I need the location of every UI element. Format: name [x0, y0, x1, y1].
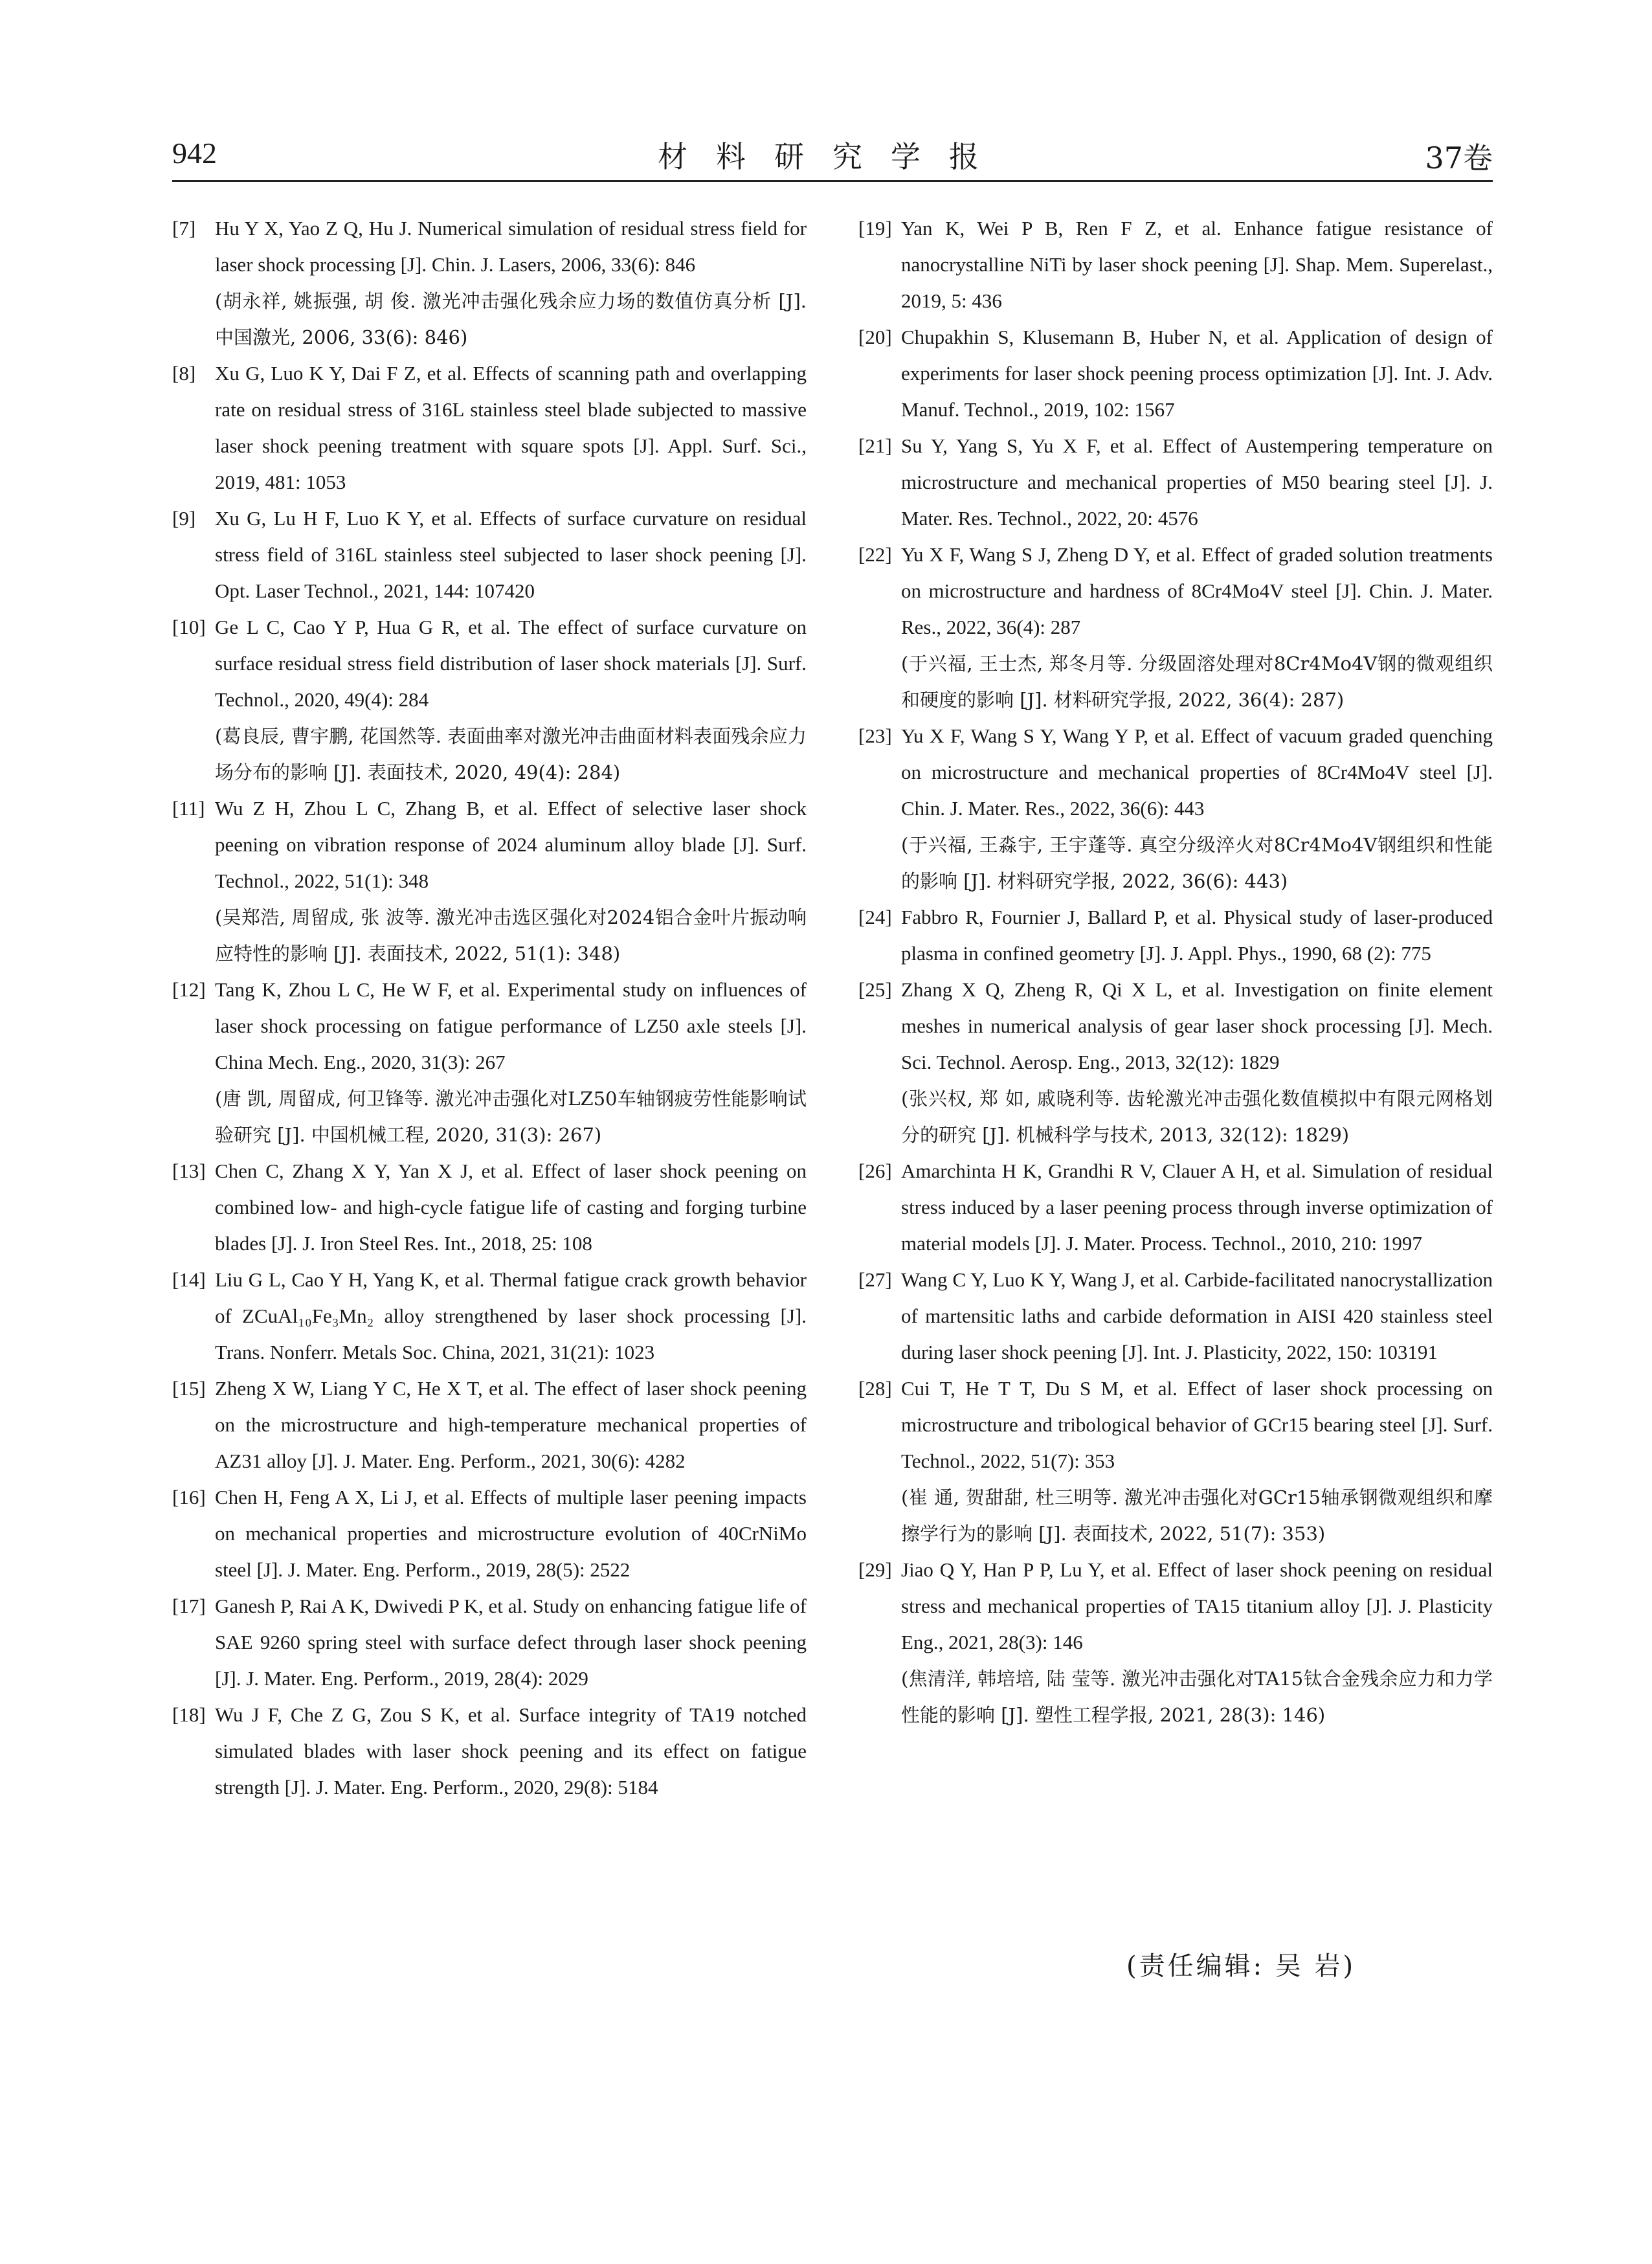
reference-text: Su Y, Yang S, Yu X F, et al. Effect of Austempering temperature on microstructure and mechanical properties of M50 bearing steel [J]. J. Mater. Res. Technol., 2022, 20: 4576 — [901, 434, 1493, 530]
reference-text-chinese: (焦清洋, 韩培培, 陆 莹等. 激光冲击强化对TA15钛合金残余应力和力学性能的影响 [J]. 塑性工程学报, 2021, 28(3): 146) — [901, 1668, 1493, 1726]
reference-text-chinese: (于兴福, 王淼宇, 王宇蓬等. 真空分级淬火对8Cr4Mo4V钢组织和性能的影响 [J]. 材料研究学报, 2022, 36(6): 443) — [901, 834, 1493, 892]
reference-item — [172, 355, 807, 500]
reference-item — [172, 609, 807, 790]
reference-number: [21] — [858, 434, 892, 457]
reference-text: Chen H, Feng A X, Li J, et al. Effects of multiple laser peening impacts on mechanical properties and microstructure evolution of 40CrNiMo steel [J]. J. Mater. Eng. Perform., 2019, 28(5): 2522 — [215, 1486, 807, 1581]
reference-item — [858, 428, 1493, 537]
reference-number: [7] — [172, 217, 196, 240]
reference-text: Ganesh P, Rai A K, Dwivedi P K, et al. Study on enhancing fatigue life of SAE 9260 spring steel with surface defect through laser shock peening [J]. J. Mater. Eng. Perform., 2019, 28(4): 2029 — [215, 1595, 807, 1690]
reference-number: [22] — [858, 543, 892, 566]
reference-text: Cui T, He T T, Du S M, et al. Effect of laser shock processing on microstructure and tribological behavior of GCr15 bearing steel [J]. Surf. Technol., 2022, 51(7): 353 — [901, 1377, 1493, 1472]
reference-text: Yu X F, Wang S J, Zheng D Y, et al. Effect of graded solution treatments on microstructure and hardness of 8Cr4Mo4V steel [J]. Chin. J. Mater. Res., 2022, 36(4): 287 — [901, 543, 1493, 638]
reference-item — [172, 500, 807, 609]
reference-item — [172, 972, 807, 1153]
responsible-editor: (责任编辑: 吴 岩) — [1126, 1951, 1356, 1981]
reference-text: Yan K, Wei P B, Ren F Z, et al. Enhance fatigue resistance of nanocrystalline NiTi by laser shock peening [J]. Shap. Mem. Superelast., 2019, 5: 436 — [901, 217, 1493, 312]
references-left-column — [172, 210, 807, 1806]
reference-text-chinese: (唐 凯, 周留成, 何卫锋等. 激光冲击强化对LZ50车轴钢疲劳性能影响试验研究 [J]. 中国机械工程, 2020, 31(3): 267) — [215, 1088, 807, 1146]
reference-text: Tang K, Zhou L C, He W F, et al. Experimental study on influences of laser shock processing on fatigue performance of LZ50 axle steels [J]. China Mech. Eng., 2020, 31(3): 267 — [215, 978, 807, 1073]
reference-number: [25] — [858, 978, 892, 1001]
reference-number: [19] — [858, 217, 892, 240]
reference-text-chinese: (于兴福, 王士杰, 郑冬月等. 分级固溶处理对8Cr4Mo4V钢的微观组织和硬度的影响 [J]. 材料研究学报, 2022, 36(4): 287) — [901, 653, 1493, 711]
reference-item — [858, 537, 1493, 718]
reference-text: Chen C, Zhang X Y, Yan X J, et al. Effect of laser shock peening on combined low- and high-cycle fatigue life of casting and forging turbine blades [J]. J. Iron Steel Res. Int., 2018, 25: 108 — [215, 1160, 807, 1255]
reference-item — [858, 972, 1493, 1153]
reference-text: Zheng X W, Liang Y C, He X T, et al. The effect of laser shock peening on the microstructure and high-temperature mechanical properties of AZ31 alloy [J]. J. Mater. Eng. Perform., 2021, 30(6): 4282 — [215, 1377, 807, 1472]
reference-number: [12] — [172, 978, 206, 1001]
reference-number: [29] — [858, 1558, 892, 1581]
volume-label — [1425, 135, 1493, 177]
reference-number: [24] — [858, 906, 892, 928]
reference-text: Wu J F, Che Z G, Zou S K, et al. Surface integrity of TA19 notched simulated blades with laser shock peening and its effect on fatigue strength [J]. J. Mater. Eng. Perform., 2020, 29(8): 5184 — [215, 1703, 807, 1799]
reference-text-chinese: (张兴权, 郑 如, 戚晓利等. 齿轮激光冲击强化数值模拟中有限元网格划分的研究 [J]. 机械科学与技术, 2013, 32(12): 1829) — [901, 1088, 1493, 1146]
reference-item — [858, 1552, 1493, 1733]
reference-item — [172, 790, 807, 972]
reference-number: [20] — [858, 326, 892, 348]
reference-number: [27] — [858, 1268, 892, 1291]
reference-text: Amarchinta H K, Grandhi R V, Clauer A H, et al. Simulation of residual stress induced by a laser peening process through inverse optimization of material models [J]. J. Mater. Process. Technol., 2010, 210: 1997 — [901, 1160, 1493, 1255]
reference-item — [858, 1371, 1493, 1552]
reference-text: Yu X F, Wang S Y, Wang Y P, et al. Effect of vacuum graded quenching on microstructure and mechanical properties of 8Cr4Mo4V steel [J]. Chin. J. Mater. Res., 2022, 36(6): 443 — [901, 724, 1493, 820]
reference-number: [17] — [172, 1595, 206, 1617]
reference-text: Wang C Y, Luo K Y, Wang J, et al. Carbide-facilitated nanocrystallization of martensitic laths and carbide deformation in AISI 420 stainless steel during laser shock peening [J]. Int. J. Plasticity, 2022, 150: 103191 — [901, 1268, 1493, 1363]
reference-number: [11] — [172, 797, 205, 820]
reference-text: Jiao Q Y, Han P P, Lu Y, et al. Effect of laser shock peening on residual stress and mechanical properties of TA15 titanium alloy [J]. J. Plasticity Eng., 2021, 28(3): 146 — [901, 1558, 1493, 1653]
reference-number: [28] — [858, 1377, 892, 1400]
reference-number: [14] — [172, 1268, 206, 1291]
reference-text: Xu G, Luo K Y, Dai F Z, et al. Effects of scanning path and overlapping rate on residual stress of 316L stainless steel blade subjected to massive laser shock peening treatment with square spots [J]. Appl. Surf. Sci., 2019, 481: 1053 — [215, 362, 807, 493]
reference-item — [858, 1262, 1493, 1371]
reference-number: [15] — [172, 1377, 206, 1400]
reference-text: Chupakhin S, Klusemann B, Huber N, et al. Application of design of experiments for laser shock peening process optimization [J]. Int. J. Adv. Manuf. Technol., 2019, 102: 1567 — [901, 326, 1493, 421]
reference-text-chinese: (崔 通, 贺甜甜, 杜三明等. 激光冲击强化对GCr15轴承钢微观组织和摩擦学行为的影响 [J]. 表面技术, 2022, 51(7): 353) — [901, 1486, 1493, 1545]
reference-item — [172, 1697, 807, 1806]
reference-number: [16] — [172, 1486, 206, 1508]
volume-text: 37卷 — [1425, 140, 1493, 175]
reference-number: [26] — [858, 1160, 892, 1182]
reference-item — [858, 210, 1493, 319]
reference-number: [18] — [172, 1703, 206, 1726]
reference-text: Liu G L, Cao Y H, Yang K, et al. Thermal fatigue crack growth behavior of ZCuAl₁₀Fe₃Mn₂ alloy strengthened by laser shock processing [J]. Trans. Nonferr. Metals Soc. China, 2021, 31(21): 1023 — [215, 1268, 807, 1363]
header-rule — [172, 180, 1493, 182]
reference-text-chinese: (葛良辰, 曹宇鹏, 花国然等. 表面曲率对激光冲击曲面材料表面残余应力场分布的影响 [J]. 表面技术, 2020, 49(4): 284) — [215, 725, 807, 783]
reference-text: Fabbro R, Fournier J, Ballard P, et al. Physical study of laser-produced plasma in confined geometry [J]. J. Appl. Phys., 1990, 68 (2): 775 — [901, 906, 1493, 965]
reference-text: Hu Y X, Yao Z Q, Hu J. Numerical simulation of residual stress field for laser shock processing [J]. Chin. J. Lasers, 2006, 33(6): 846 — [215, 217, 807, 276]
reference-item — [858, 899, 1493, 972]
reference-number: [8] — [172, 362, 196, 385]
reference-item — [172, 1371, 807, 1479]
reference-number: [13] — [172, 1160, 206, 1182]
reference-text-chinese: (胡永祥, 姚振强, 胡 俊. 激光冲击强化残余应力场的数值仿真分析 [J]. 中国激光, 2006, 33(6): 846) — [215, 290, 807, 348]
reference-text: Zhang X Q, Zheng R, Qi X L, et al. Investigation on finite element meshes in numerical analysis of gear laser shock processing [J]. Mech. Sci. Technol. Aerosp. Eng., 2013, 32(12): 1829 — [901, 978, 1493, 1073]
reference-text: Xu G, Lu H F, Luo K Y, et al. Effects of surface curvature on residual stress field of 316L stainless steel subjected to laser shock peening [J]. Opt. Laser Technol., 2021, 144: 107420 — [215, 507, 807, 602]
references-right-column — [858, 210, 1493, 1733]
reference-text-chinese: (吴郑浩, 周留成, 张 波等. 激光冲击选区强化对2024铝合金叶片振动响应特性的影响 [J]. 表面技术, 2022, 51(1): 348) — [215, 906, 807, 965]
reference-item — [172, 210, 807, 355]
reference-number: [23] — [858, 724, 892, 747]
reference-item — [858, 718, 1493, 899]
journal-title: 材料研究学报 — [658, 139, 1007, 174]
running-header — [172, 127, 1493, 179]
reference-number: [9] — [172, 507, 196, 530]
reference-number: [10] — [172, 616, 206, 638]
reference-item — [172, 1479, 807, 1588]
reference-item — [172, 1588, 807, 1697]
reference-text: Ge L C, Cao Y P, Hua G R, et al. The effect of surface curvature on surface residual stress field distribution of laser shock materials [J]. Surf. Technol., 2020, 49(4): 284 — [215, 616, 807, 711]
page-number: 942 — [172, 137, 217, 170]
reference-item — [858, 1153, 1493, 1262]
reference-item — [858, 319, 1493, 428]
reference-text: Wu Z H, Zhou L C, Zhang B, et al. Effect of selective laser shock peening on vibration response of 2024 aluminum alloy blade [J]. Surf. Technol., 2022, 51(1): 348 — [215, 797, 807, 892]
reference-item — [172, 1153, 807, 1262]
reference-item — [172, 1262, 807, 1371]
